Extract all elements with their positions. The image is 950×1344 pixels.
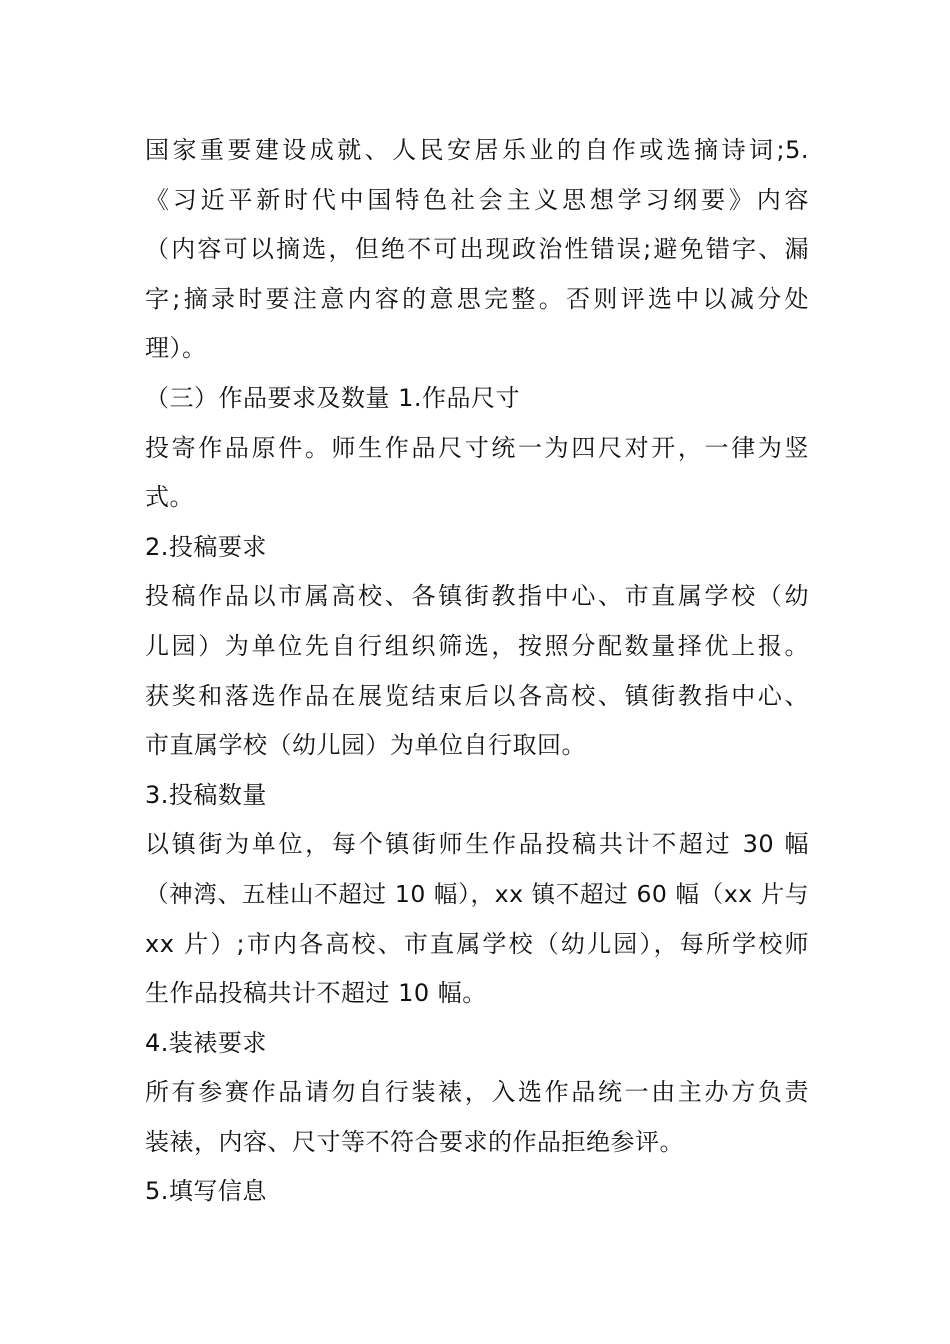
text-line: 式。: [145, 483, 194, 512]
text-line: （三）作品要求及数量 1.作品尺寸: [145, 383, 521, 412]
text-line: xx 片）;市内各高校、市直属学校（幼儿园），每所学校师: [145, 929, 809, 958]
document-body: [145, 126, 809, 1217]
text-line: 5.填写信息: [145, 1177, 267, 1206]
text-line: 理）。: [145, 334, 207, 363]
text-line: 获奖和落选作品在展览结束后以各高校、镇街教指中心、: [145, 681, 809, 710]
text-line: 所有参赛作品请勿自行装裱，入选作品统一由主办方负责: [145, 1078, 809, 1107]
text-line: 投寄作品原件。师生作品尺寸统一为四尺对开，一律为竖: [145, 433, 809, 462]
text-line: 《习近平新时代中国特色社会主义思想学习纲要》内容: [145, 185, 809, 214]
text-line: 4.装裱要求: [145, 1028, 267, 1057]
text-line: 生作品投稿共计不超过 10 幅。: [145, 979, 487, 1008]
text-line: 儿园）为单位先自行组织筛选，按照分配数量择优上报。: [145, 631, 809, 660]
text-line: 投稿作品以市属高校、各镇街教指中心、市直属学校（幼: [145, 582, 809, 611]
text-line: 以镇街为单位，每个镇街师生作品投稿共计不超过 30 幅: [145, 830, 809, 859]
text-line: （神湾、五桂山不超过 10 幅），xx 镇不超过 60 幅（xx 片与: [145, 879, 809, 908]
text-line: （内容可以摘选，但绝不可出现政治性错误;避免错字、漏: [145, 235, 809, 264]
text-line: 装裱，内容、尺寸等不符合要求的作品拒绝参评。: [145, 1127, 684, 1156]
text-line: 字;摘录时要注意内容的意思完整。否则评选中以减分处: [145, 284, 809, 313]
text-line: 3.投稿数量: [145, 780, 267, 809]
text-line: 2.投稿要求: [145, 532, 267, 561]
text-line: 国家重要建设成就、人民安居乐业的自作或选摘诗词;5.: [145, 136, 809, 164]
text-line: 市直属学校（幼儿园）为单位自行取回。: [145, 731, 586, 760]
